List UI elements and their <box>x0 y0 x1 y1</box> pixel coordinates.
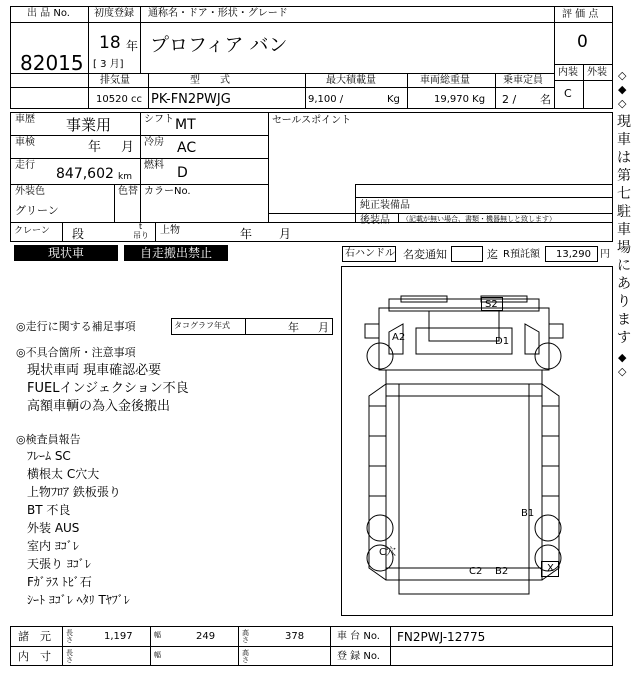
inspector-line: ﾌﾚｰﾑ SC <box>27 449 71 463</box>
tacho-year: 年 <box>288 321 299 334</box>
model-grade-label: 通称名・ドア・形状・グレード <box>148 8 288 19</box>
inspector-line: 横根太 C穴大 <box>27 467 100 481</box>
banner-char: り <box>617 294 631 310</box>
side-banner-diamond: ◇ <box>618 69 627 82</box>
shogen-label: 諸 元 <box>18 630 51 643</box>
banner-char: す <box>617 330 631 346</box>
interior-label: 内装 <box>558 67 578 78</box>
inspector-line: 室内 ﾖｺﾞﾚ <box>27 539 79 553</box>
defects-title: ◎不具合箇所・注意事項 <box>16 346 136 359</box>
inspector-title: ◎検査員報告 <box>16 433 81 446</box>
history-value: 事業用 <box>66 116 112 134</box>
side-banner-diamond: ◇ <box>618 365 627 378</box>
displacement-label: 排気量 <box>100 75 130 86</box>
reg-label: 登 録 No. <box>337 651 380 662</box>
score-label: 評 価 点 <box>562 9 599 20</box>
sales-point-label: セールスポイント <box>272 115 352 126</box>
model-label: 型 式 <box>190 75 230 86</box>
banner-char: は <box>617 150 631 166</box>
right-handle-label: 右ハンドル <box>345 248 395 259</box>
mileage-label: 走行 <box>15 160 35 171</box>
naisun-label: 内 寸 <box>18 650 51 663</box>
color-value: グリーン <box>15 204 59 217</box>
tacho-month: 月 <box>318 321 329 334</box>
banner-char: 車 <box>617 132 631 148</box>
inspection-year: 年 <box>88 140 102 155</box>
d1-marker: D1 <box>495 336 510 347</box>
year-value: 18 <box>99 33 121 53</box>
banner-char: あ <box>617 276 631 292</box>
width-label: 幅 <box>154 631 161 639</box>
color-label: 外装色 <box>15 186 45 197</box>
gross-weight-value: 19,970 Kg <box>434 94 486 105</box>
name-change-notice: 名変通知 <box>403 248 447 261</box>
tachograph-label: タコグラフ年式 <box>174 321 230 330</box>
as-is-button: 現状車 <box>14 245 118 261</box>
shift-label: シフト <box>144 114 174 125</box>
length-label: 長さ <box>66 629 73 644</box>
length-value: 1,197 <box>104 631 133 642</box>
defect-line: 現状車両 現車確認必要 <box>27 363 162 378</box>
first-reg-label: 初度登録 <box>94 8 134 19</box>
inspector-line: BT 不良 <box>27 503 71 517</box>
inspector-line: 天張り ﾖｺﾞﾚ <box>27 557 91 571</box>
side-banner-diamond: ◇ <box>618 97 627 110</box>
color-no-label: カラーNo. <box>144 186 191 197</box>
hyphen-label: 迄 <box>487 248 498 261</box>
ac-value: AC <box>177 140 197 156</box>
b2-marker: B2 <box>495 566 509 577</box>
aftermarket-note: （記載が無い場合、書類・機器無しと致します） <box>402 215 556 223</box>
capacity-label: 乗車定員 <box>503 75 543 86</box>
exterior-label: 外装 <box>587 67 607 78</box>
fuel-label: 燃料 <box>144 160 164 171</box>
crane-stage: 段 <box>72 227 85 241</box>
banner-char: 七 <box>617 186 631 202</box>
defect-line: FUELインジェクション不良 <box>27 381 189 396</box>
banner-char: に <box>617 258 631 274</box>
b1-marker: B1 <box>521 508 535 519</box>
inspector-line: 外装 AUS <box>27 521 80 535</box>
self-drive-prohibited-badge: 自走搬出禁止 <box>124 245 228 261</box>
width-value: 249 <box>196 631 216 642</box>
banner-char: 車 <box>617 222 631 238</box>
banner-char: 場 <box>617 240 631 256</box>
max-load-value: 9,100 / <box>308 94 344 105</box>
c-hole-marker: C穴 <box>379 547 396 558</box>
crane-t: t <box>139 222 143 231</box>
banner-char: ま <box>617 312 631 328</box>
s2-marker: S2 <box>485 299 498 310</box>
mileage-value: 847,602 <box>56 166 114 182</box>
upper-year: 年 <box>240 227 253 241</box>
model-value: PK-FN2PWJG <box>151 92 231 107</box>
car-name: プロフィア バン <box>150 34 288 56</box>
width-label: 幅 <box>154 651 161 659</box>
gross-weight-label: 車両総重量 <box>420 75 470 86</box>
banner-char: 現 <box>617 114 631 130</box>
displacement-value: 10520 cc <box>96 94 142 105</box>
chassis-value: FN2PWJ-12775 <box>397 630 486 644</box>
crane-suri: 吊り <box>133 231 149 240</box>
inspector-line: 上物ﾌﾛｱ 鉄板張り <box>27 485 121 499</box>
month-value: [ 3 月] <box>93 59 124 70</box>
height-value: 378 <box>285 631 305 642</box>
banner-char: 駐 <box>617 204 631 220</box>
color-code-label: 色替 <box>118 186 138 197</box>
max-load-unit: Kg <box>387 94 400 105</box>
upper-month: 月 <box>279 227 292 241</box>
ac-label: 冷房 <box>144 137 164 148</box>
banner-char: 第 <box>617 168 631 184</box>
lot-label: 出 品 No. <box>27 8 70 19</box>
mileage-unit: km <box>118 172 132 182</box>
r-deposit-value: 13,290 <box>556 249 591 260</box>
height-label: 高さ <box>242 649 249 664</box>
inspector-line: Fｶﾞﾗｽ ﾄﾋﾞ石 <box>27 575 92 589</box>
lot-number: 82015 <box>20 51 84 75</box>
a2-marker: A2 <box>392 332 406 343</box>
year-unit: 年 <box>126 39 139 53</box>
fuel-value: D <box>177 165 188 181</box>
c2-marker: C2 <box>469 566 483 577</box>
chassis-label: 車 台 No. <box>337 631 380 642</box>
name-change-box <box>451 246 483 262</box>
r-deposit-unit: 円 <box>600 249 610 260</box>
driving-supplement-title: ◎走行に関する補足事項 <box>16 320 136 333</box>
shift-value: MT <box>175 117 196 133</box>
inspection-label: 車検 <box>15 137 35 148</box>
defect-line: 高額車輌の為入金後搬出 <box>27 399 171 414</box>
aftermarket-label: 後装品 <box>360 215 390 226</box>
score-value: 0 <box>577 32 588 52</box>
side-banner-diamond: ◆ <box>618 351 627 364</box>
max-load-label: 最大積載量 <box>326 75 376 86</box>
inspector-line: ｼｰﾄ ﾖｺﾞﾚ ﾍﾀﾘ Tﾔﾌﾞﾚ <box>27 593 130 607</box>
interior-value: C <box>564 87 572 100</box>
height-label: 高さ <box>242 629 249 644</box>
genuine-equipment-label: 純正装備品 <box>360 200 410 211</box>
r-deposit-label: R預託額 <box>503 249 540 260</box>
history-label: 車歴 <box>15 114 35 125</box>
crane-label: クレーン <box>14 226 50 236</box>
capacity-value: 2 / <box>502 93 517 106</box>
inspection-month: 月 <box>121 140 135 155</box>
side-banner-diamond: ◆ <box>618 83 627 96</box>
capacity-unit: 名 <box>540 93 551 106</box>
x-marker: X <box>547 563 554 574</box>
upper-label: 上物 <box>160 225 180 236</box>
truck-diagram <box>341 266 613 616</box>
side-banner-text <box>615 113 633 347</box>
length-label: 長さ <box>66 649 73 664</box>
